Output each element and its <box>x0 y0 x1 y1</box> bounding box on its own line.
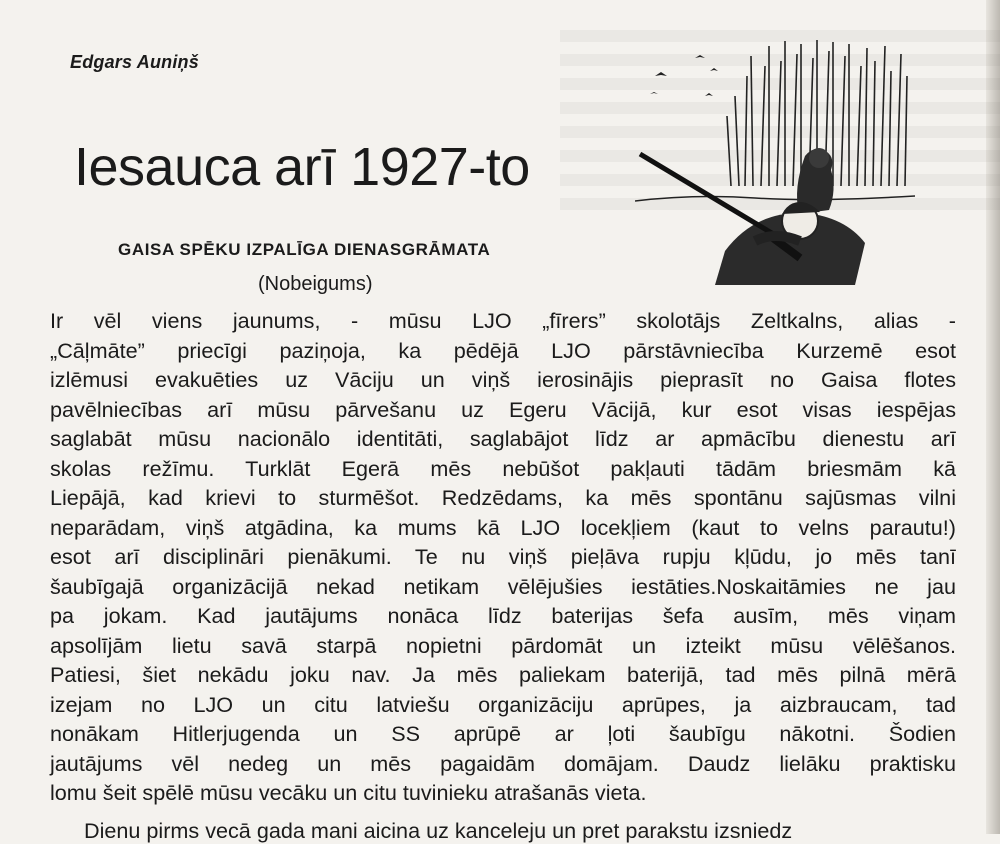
body-line: skolas režīmu. Turklāt Egerā mēs nebūšot pakļauti tādām briesmām kā <box>50 455 956 481</box>
body-line: Patiesi, šiet nekādu joku nav. Ja mēs paliekam baterijā, tad mēs pilnā mērā <box>50 662 956 687</box>
body-line: šaubīgajā organizācijā nekad netikam vēlējušies iestāties.Noskaitāmies ne jau <box>50 573 956 599</box>
body-line: pavēlniecības arī mūsu pārvešanu uz Egeru Vācijā, kur esot visas iespējas <box>50 396 956 422</box>
body-line: lomu šeit spēlē mūsu vecāku un citu tuvinieku atrašanās vieta. <box>50 780 647 805</box>
body-line: „Cāļmāte” priecīgi paziņoja, ka pēdējā LJO pārstāvniecība Kurzemē esot <box>50 337 956 363</box>
body-line: esot arī disciplināri pienākumi. Te nu viņš pieļāva rupju kļūdu, jo mēs tanī <box>50 544 956 569</box>
author-name: Edgars Auniņš <box>70 52 199 72</box>
body-line: saglabāt mūsu nacionālo identitāti, saglabājot līdz ar apmācību dienestu arī <box>50 426 956 451</box>
hunter-with-dog-in-reeds-icon <box>635 36 915 291</box>
body-line: Liepājā, kad krievi to sturmēšot. Redzēdams, ka mēs spontānu sajūsmas vilni <box>50 485 956 510</box>
body-line: izlēmusi evakuēties uz Vāciju un viņš ierosinājis pieprasīt no Gaisa flotes <box>50 367 956 392</box>
body-line: nonākam Hitlerjugenda un SS aprūpē ar ļoti šaubīgu nākotni. Šodien <box>50 721 956 746</box>
continuation-note: (Nobeigums) <box>258 273 373 295</box>
cut-off-next-line: Dienu pirms vecā gada mani aicina uz kanceleju un pret parakstu izsniedz <box>84 818 793 843</box>
body-line: apsolījām lietu savā starpā nopietni pārdomāt un izteikt mūsu vēlēšanos. <box>50 632 956 658</box>
article-title: Iesauca arī 1927-to <box>74 137 530 197</box>
article-body <box>50 306 956 808</box>
body-line: izejam no LJO un citu latviešu organizāciju aprūpes, ja aizbraucam, tad <box>50 691 956 717</box>
article-subtitle: GAISA SPĒKU IZPALĪGA DIENASGRĀMATA <box>118 240 491 259</box>
body-line: neparādam, viņš atgādina, ka mums kā LJO locekļiem (kaut to velns parautu!) <box>50 514 956 540</box>
body-line: Ir vēl viens jaunums, - mūsu LJO „fīrers” skolotājs Zeltkalns, alias - <box>50 308 956 333</box>
body-line: jautājums vēl nedeg un mēs pagaidām domājam. Daudz lielāku praktisku <box>50 750 956 776</box>
body-line: pa jokam. Kad jautājums nonāca līdz baterijas šefa ausīm, mēs viņam <box>50 603 956 628</box>
